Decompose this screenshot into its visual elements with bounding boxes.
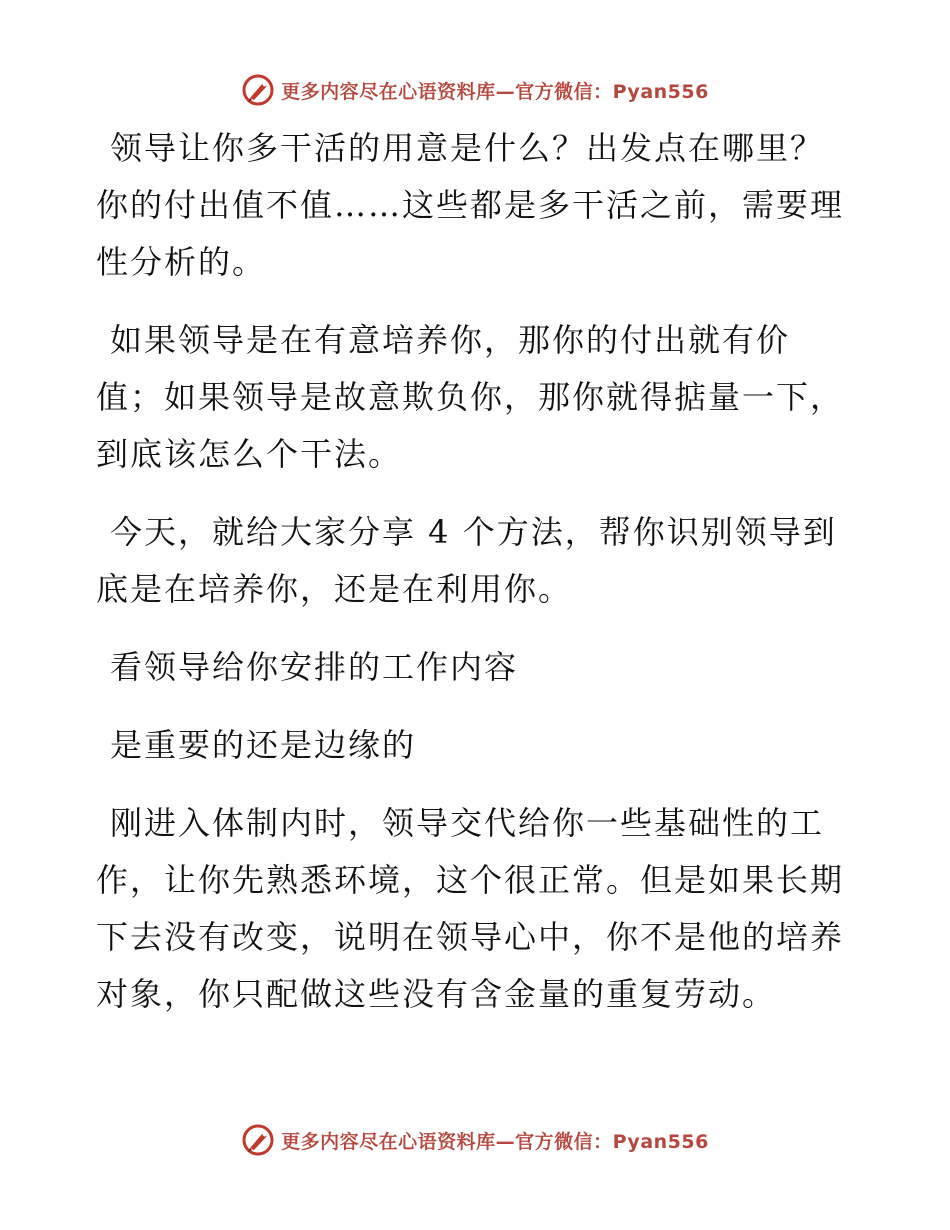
header-banner-text: 更多内容尽在心语资料库—官方微信：Pyan556 xyxy=(281,80,709,103)
paragraph-text: 今天，就给大家分享 4 个方法，帮你识别领导到底是在培养你，还是在利用你。 xyxy=(96,513,837,608)
footer-banner-text: 更多内容尽在心语资料库—官方微信：Pyan556 xyxy=(281,1130,709,1153)
paragraph xyxy=(96,795,856,1023)
paragraph-text: 刚进入体制内时，领导交代给你一些基础性的工作，让你先熟悉环境，这个很正常。但是如果长期下去没有改变，说明在领导心中，你不是他的培养对象，你只配做这些没有含金量的重复劳动。 xyxy=(96,804,845,1013)
section-subheading-text: 是重要的还是边缘的 xyxy=(110,726,417,764)
footer-banner xyxy=(0,1120,950,1160)
paragraph xyxy=(96,120,856,291)
header-banner xyxy=(0,70,950,110)
paragraph xyxy=(96,312,856,483)
section-subheading xyxy=(96,717,856,774)
paragraph xyxy=(96,504,856,618)
section-heading xyxy=(96,639,856,696)
paragraph-text: 如果领导是在有意培养你，那你的付出就有价值；如果领导是故意欺负你，那你就得掂量一下，到底该怎么个干法。 xyxy=(96,321,845,473)
section-heading-text: 看领导给你安排的工作内容 xyxy=(110,648,519,686)
document-body xyxy=(96,120,856,1044)
paragraph-text: 领导让你多干活的用意是什么？出发点在哪里？你的付出值不值……这些都是多干活之前，需要理性分析的。 xyxy=(96,129,845,281)
pen-logo-icon xyxy=(241,1123,275,1157)
pen-logo-icon xyxy=(241,73,275,107)
